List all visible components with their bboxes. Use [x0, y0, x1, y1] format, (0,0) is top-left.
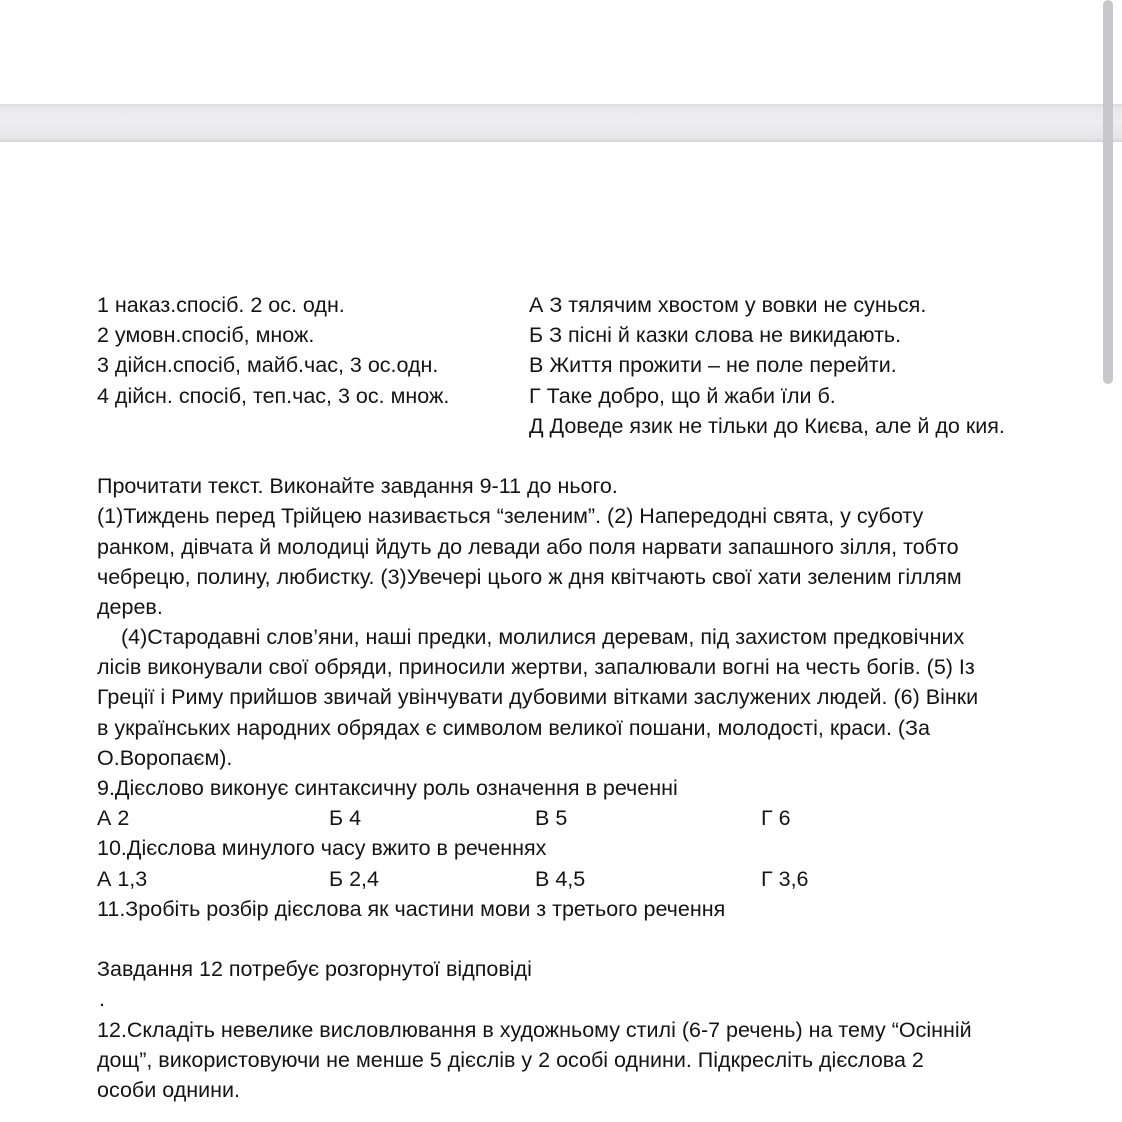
text-line: лісів виконували свої обряди, приносили жертви, запалювали вогні на честь богів. (5) Із — [97, 655, 975, 680]
matching-section — [97, 290, 1047, 441]
matching-right-item: Б З пісні й казки слова не викидають. — [529, 323, 902, 348]
text-intro: Прочитати текст. Виконайте завдання 9-11 до нього. — [97, 474, 618, 499]
task-12-line: особи однини. — [97, 1077, 240, 1102]
option: А 1,3 — [97, 866, 148, 891]
text-line: дерев. — [97, 594, 163, 619]
text-line: чебрецю, полину, любистку. (3)Увечері цього ж дня квітчають свої хати зеленим гіллям — [97, 564, 962, 589]
spacer — [97, 924, 1047, 954]
question-9-options — [97, 803, 1047, 833]
text-line: О.Воропаєм). — [97, 745, 233, 770]
matching-left-item: 4 дійсн. спосіб, теп.час, 3 ос. множ. — [97, 383, 450, 408]
question-10-options — [97, 864, 1047, 894]
matching-left-item: 1 наказ.спосіб. 2 ос. одн. — [97, 293, 345, 317]
matching-right-column — [529, 290, 1047, 441]
matching-right-item: Г Таке добро, що й жаби їли б. — [529, 383, 836, 408]
matching-right-item: А З тялячим хвостом у вовки не сунься. — [529, 293, 927, 317]
matching-left-item: 3 дійсн.спосіб, майб.час, 3 ос.одн. — [97, 353, 439, 378]
stray-dot: . — [99, 987, 105, 1012]
option: В 5 — [535, 806, 568, 831]
text-line: (1)Тиждень перед Трійцею називається “зеленим”. (2) Напередодні свята, у суботу — [97, 504, 924, 529]
text-line: Греції і Риму прийшов звичай увінчувати дубовими вітками заслужених людей. (6) Вінки — [97, 685, 979, 710]
text-paragraph-2 — [97, 622, 1047, 773]
task-12-line: дощ”, використовуючи не менше 5 дієслів у 2 особі однини. Підкресліть дієслова 2 — [97, 1047, 924, 1072]
option: А 2 — [97, 806, 130, 831]
document-page — [97, 290, 1047, 1105]
matching-left-item: 2 умовн.спосіб, множ. — [97, 323, 315, 348]
spacer — [97, 441, 1047, 471]
task-12-line: 12.Складіть невелике висловлювання в художньому стилі (6-7 речень) на тему “Осінній — [97, 1017, 972, 1042]
text-line: в українських народних обрядах є символом великої пошани, молодості, краси. (За — [97, 715, 930, 740]
question-10: 10.Дієслова минулого часу вжито в реченнях — [97, 836, 547, 861]
matching-right-item: В Життя прожити – не поле перейти. — [529, 353, 897, 378]
vertical-scrollbar[interactable] — [1103, 0, 1113, 384]
text-paragraph-1 — [97, 501, 1047, 622]
option: В 4,5 — [535, 866, 586, 891]
text-line: ранком, дівчата й молодиці йдуть до левади або поля нарвати запашного зілля, тобто — [97, 534, 959, 559]
option: Б 2,4 — [329, 866, 379, 891]
task-12-heading: Завдання 12 потребує розгорнутої відповіді — [97, 957, 532, 982]
page-break-bar — [0, 104, 1122, 142]
option: Г 6 — [761, 806, 791, 831]
text-line: (4)Стародавні слов’яни, наші предки, молилися деревам, під захистом предковічних — [121, 625, 965, 650]
option: Г 3,6 — [761, 866, 809, 891]
option: Б 4 — [329, 806, 362, 831]
matching-left-column — [97, 290, 529, 441]
matching-right-item: Д Доведе язик не тільки до Києва, але й до кия. — [529, 413, 1005, 438]
question-11: 11.Зробіть розбір дієслова як частини мови з третього речення — [97, 896, 726, 921]
question-9: 9.Дієслово виконує синтаксичну роль означення в реченні — [97, 776, 678, 800]
